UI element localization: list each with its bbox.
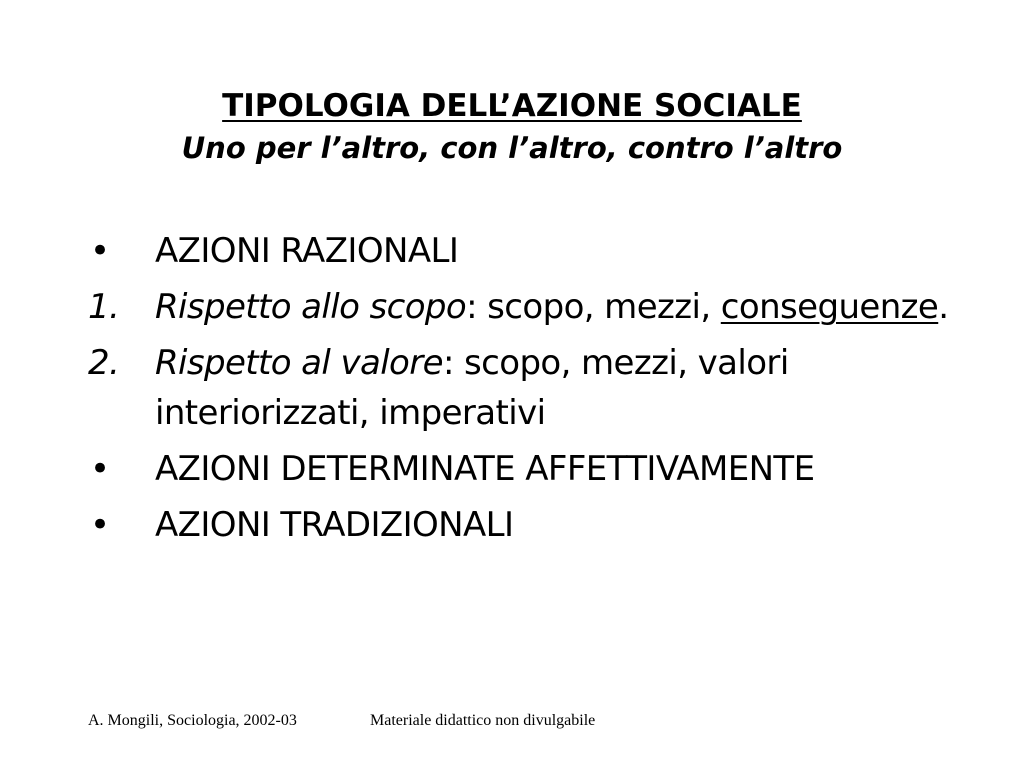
number-marker: 2. — [88, 343, 120, 383]
slide-title: TIPOLOGIA DELL’AZIONE SOCIALE — [222, 88, 802, 124]
slide-title-block — [0, 84, 1024, 168]
list-item-underlined: conseguenze — [720, 287, 939, 327]
list-item-text: AZIONI TRADIZIONALI — [155, 505, 514, 545]
bullet-list — [88, 226, 968, 556]
number-marker: 1. — [88, 287, 120, 327]
list-item — [88, 500, 968, 550]
list-item-separator: : — [442, 343, 465, 383]
bullet-marker: • — [90, 505, 110, 545]
list-item — [88, 444, 968, 494]
list-item-lead: Rispetto allo scopo — [155, 287, 467, 327]
bullet-marker: • — [90, 449, 110, 489]
list-item-separator: : — [466, 287, 488, 327]
list-item-text: AZIONI DETERMINATE AFFETTIVAMENTE — [155, 449, 815, 489]
list-item-text: scopo, mezzi, valori interiorizzati, imperativi — [155, 343, 789, 433]
list-item — [88, 338, 968, 438]
slide-subtitle: Uno per l’altro, con l’altro, contro l’altro — [181, 131, 843, 165]
list-item-tail: . — [938, 287, 949, 327]
list-item — [88, 282, 968, 332]
footer-author: A. Mongili, Sociologia, 2002-03 — [88, 712, 297, 729]
list-item-text: AZIONI RAZIONALI — [155, 231, 459, 271]
list-item — [88, 226, 968, 276]
list-item-lead: Rispetto al valore — [155, 343, 443, 383]
footer-notice: Materiale didattico non divulgabile — [370, 712, 596, 729]
bullet-marker: • — [90, 231, 110, 271]
list-item-text: scopo, mezzi, — [487, 287, 721, 327]
